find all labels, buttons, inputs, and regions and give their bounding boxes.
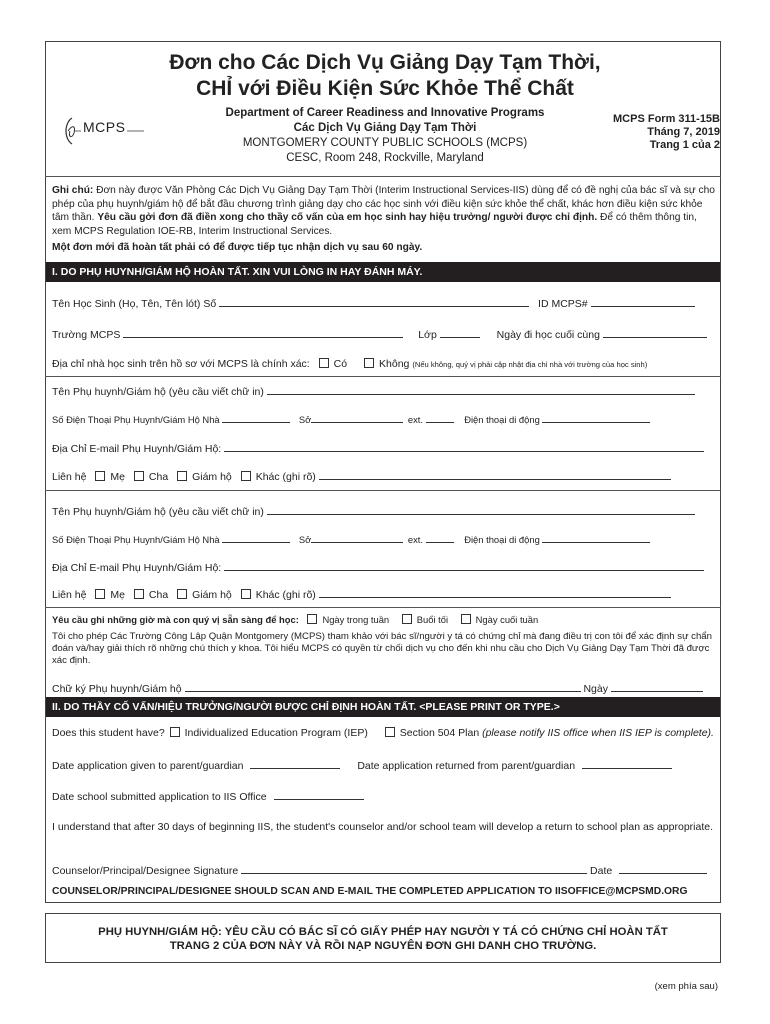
- divider: [45, 607, 721, 608]
- parent1-work-phone-field[interactable]: [311, 412, 403, 423]
- parent1-mother-checkbox[interactable]: [95, 471, 105, 481]
- parent1-email-label: Địa Chỉ E-mail Phụ Huynh/Giám Hộ:: [52, 443, 222, 455]
- parent1-other-field[interactable]: [319, 469, 671, 480]
- mcps-logo: [62, 115, 146, 147]
- mother-label: Mẹ: [110, 471, 125, 483]
- evening-checkbox[interactable]: [402, 614, 412, 624]
- date-submitted-label: Date school submitted application to IIS Office: [52, 791, 267, 803]
- counselor-date-field[interactable]: [619, 863, 707, 874]
- date-given-field[interactable]: [250, 758, 340, 769]
- student-name-row: [52, 296, 716, 310]
- dept-address: CESC, Room 248, Rockville, Maryland: [286, 152, 484, 164]
- parent1-phone-row: [52, 412, 716, 425]
- parent-signature-field[interactable]: [185, 681, 581, 692]
- parent1-guardian-checkbox[interactable]: [177, 471, 187, 481]
- parent1-name-row: [52, 384, 716, 398]
- school-field[interactable]: [123, 327, 403, 338]
- parent-date-field[interactable]: [611, 681, 703, 692]
- parent-signature-label: Chữ ký Phụ huynh/Giám hộ: [52, 683, 182, 695]
- other-label: Khác (ghi rõ): [255, 589, 316, 601]
- weekend-label: Ngày cuối tuần: [475, 614, 539, 625]
- parent1-home-phone-field[interactable]: [222, 412, 290, 423]
- divider: [45, 376, 721, 377]
- mother-label: Mẹ: [110, 589, 125, 601]
- yes-label: Có: [333, 358, 348, 370]
- consent-text: Tôi cho phép Các Trường Công Lập Quận Montgomery (MCPS) tham khảo với bác sĩ/người y tá có chứng chỉ mà đang điều trị con tôi để xác định sự chẩn đoán và/hay giải thích rõ những chú thích y khoa. Tôi hiểu MCPS có quyền từ chối dịch vụ cho đến khi nhu cầu cho Dịch Vụ Giảng Dạy Tạm Thời đã được xác định.: [52, 631, 712, 666]
- form-number: MCPS Form 311-15B: [613, 113, 720, 125]
- grade-label: Lớp: [418, 329, 437, 341]
- parent1-email-field[interactable]: [224, 441, 704, 452]
- counselor-signature-row: [52, 863, 716, 877]
- note-text2: Để có thêm thông tin, xem MCPS Regulation IOE-RB, Interim Instructional Services.: [52, 212, 697, 237]
- parent1-ext-field[interactable]: [426, 412, 454, 423]
- renewal-note: Một đơn mới đã hoàn tất phải có để được tiếp tục nhận dịch vụ sau 60 ngày.: [52, 242, 423, 253]
- parent2-name-label: Tên Phụ huynh/Giám hộ (yêu cầu viết chữ in): [52, 506, 264, 518]
- plan504-note: (please notify IIS office when IIS IEP is complete).: [482, 727, 714, 739]
- parent1-father-checkbox[interactable]: [134, 471, 144, 481]
- logo-text: MCPS: [83, 119, 126, 135]
- id-label: ID MCPS#: [538, 298, 588, 310]
- date-given-label: Date application given to parent/guardian: [52, 760, 244, 772]
- parent2-email-field[interactable]: [224, 560, 704, 571]
- parent2-name-field[interactable]: [267, 504, 695, 515]
- form-id-block: [590, 113, 720, 152]
- iep-checkbox[interactable]: [170, 727, 180, 737]
- parent2-other-field[interactable]: [319, 587, 671, 598]
- parent2-phone-row: [52, 532, 716, 545]
- date-given-row: [52, 758, 716, 772]
- parent1-mobile-field[interactable]: [542, 412, 650, 423]
- weekday-checkbox[interactable]: [307, 614, 317, 624]
- return-plan-text: I understand that after 30 days of beginning IIS, the student's counselor and/or school team will develop a return to school plan as appropriate.: [52, 821, 713, 833]
- parent1-relation-row: [52, 469, 716, 483]
- parent2-father-checkbox[interactable]: [134, 589, 144, 599]
- section1-header: I. DO PHỤ HUYNH/GIÁM HỘ HOÀN TẤT. XIN VUI LÒNG IN HAY ĐÁNH MÁY.: [46, 262, 720, 282]
- parent1-ext-label: ext.: [407, 414, 423, 425]
- department-block: [195, 106, 575, 166]
- parent2-other-checkbox[interactable]: [241, 589, 251, 599]
- last-day-label: Ngày đi học cuối cùng: [496, 329, 600, 341]
- plan504-checkbox[interactable]: [385, 727, 395, 737]
- form-title-line1: Đơn cho Các Dịch Vụ Giảng Dạy Tạm Thời,: [169, 51, 601, 74]
- id-field[interactable]: [591, 296, 695, 307]
- parent1-mobile-label: Điện thoại di động: [464, 414, 540, 425]
- grade-field[interactable]: [440, 327, 480, 338]
- plan-question: Does this student have?: [52, 727, 165, 739]
- father-label: Cha: [148, 589, 169, 601]
- plan504-label: Section 504 Plan: [399, 727, 480, 739]
- weekday-label: Ngày trong tuần: [322, 614, 390, 625]
- note-label: Ghi chú:: [52, 185, 94, 196]
- date-submitted-field[interactable]: [274, 789, 364, 800]
- guardian-label: Giám hộ: [192, 589, 232, 601]
- school-label: Trường MCPS: [52, 329, 121, 341]
- parent1-name-field[interactable]: [267, 384, 695, 395]
- counselor-signature-field[interactable]: [241, 863, 587, 874]
- parent2-email-label: Địa Chỉ E-mail Phụ Huynh/Giám Hộ:: [52, 562, 222, 574]
- bottom-instruction-line1: PHỤ HUYNH/GIÁM HỘ: YÊU CẦU CÓ BÁC SĨ CÓ GIẤY PHÉP HAY NGƯỜI Y TÁ CÓ CHỨNG CHỈ HOÀN TẤT: [98, 926, 668, 938]
- date-submitted-row: [52, 789, 716, 803]
- parent-signature-row: [52, 681, 716, 695]
- scan-email-note: COUNSELOR/PRINCIPAL/DESIGNEE SHOULD SCAN AND E-MAIL THE COMPLETED APPLICATION TO IISOFFICE@MCPSMD.ORG: [52, 886, 688, 897]
- address-question: Địa chỉ nhà học sinh trên hồ sơ với MCPS là chính xác:: [52, 358, 310, 370]
- availability-row: [52, 614, 716, 625]
- plan-row: [52, 727, 716, 739]
- parent2-name-row: [52, 504, 716, 518]
- weekend-checkbox[interactable]: [461, 614, 471, 624]
- father-label: Cha: [148, 471, 169, 483]
- form-title-line2: CHỈ với Điều Kiện Sức Khỏe Thể Chất: [196, 77, 574, 100]
- last-day-field[interactable]: [603, 327, 707, 338]
- dept-program: Các Dịch Vụ Giảng Dạy Tạm Thời: [293, 122, 477, 134]
- no-label: Không: [379, 358, 410, 370]
- parent1-name-label: Tên Phụ huynh/Giám hộ (yêu cầu viết chữ in): [52, 386, 264, 398]
- parent2-ext-field[interactable]: [426, 532, 454, 543]
- parent-date-label: Ngày: [583, 683, 608, 695]
- iep-label: Individualized Education Program (IEP): [184, 727, 368, 739]
- no-note: (Nếu không, quý vị phải cập nhật địa chỉ nhà với trường của học sinh): [412, 360, 648, 369]
- see-back-note: (xem phía sau): [654, 981, 718, 992]
- section2-header: II. DO THẦY CỐ VẤN/HIỆU TRƯỞNG/NGƯỜI ĐƯỢC CHỈ ĐỊNH HOÀN TẤT. <PLEASE PRINT OR TYPE.>: [46, 697, 720, 717]
- bottom-instruction-box: [45, 913, 721, 963]
- parent2-home-label: Số Điện Thoại Phụ Huynh/Giám Hộ Nhà: [52, 534, 220, 545]
- parent2-work-label: Sở: [298, 534, 312, 545]
- counselor-date-label: Date: [590, 865, 613, 877]
- parent1-home-label: Số Điện Thoại Phụ Huynh/Giám Hộ Nhà: [52, 414, 220, 425]
- note-text1: Đơn này được Văn Phòng Các Dịch Vụ Giảng Dạy Tạm Thời (Interim Instructional Services-IIS) dùng để có đề nghị của bác sĩ và sự cho phép của phụ huynh/giám hộ để bắt đầu chương trình giảng dạy cho các học sinh với điều kiện sức khỏe thể chất, khác hơn điều kiện sức khỏe tâm thần.: [52, 185, 715, 223]
- parent2-relation-row: [52, 587, 716, 601]
- parent2-relation-label: Liên hệ: [52, 589, 87, 601]
- counselor-signature-label: Counselor/Principal/Designee Signature: [52, 865, 239, 877]
- guardian-label: Giám hộ: [192, 471, 232, 483]
- bottom-instruction-line2: TRANG 2 CỦA ĐƠN NÀY VÀ RỒI NẠP NGUYÊN ĐƠN GHI DANH CHO TRƯỜNG.: [169, 940, 597, 952]
- evening-label: Buổi tối: [416, 614, 449, 625]
- availability-question: Yêu cầu ghi những giờ mà con quý vị sẵn sàng để học:: [52, 614, 299, 625]
- header-divider: [45, 176, 721, 177]
- page-number: Trang 1 của 2: [649, 139, 720, 151]
- form-date: Tháng 7, 2019: [647, 126, 720, 138]
- parent2-mother-checkbox[interactable]: [95, 589, 105, 599]
- date-returned-field[interactable]: [582, 758, 672, 769]
- parent1-other-checkbox[interactable]: [241, 471, 251, 481]
- parent2-email-row: [52, 560, 716, 574]
- note-bold: Yêu cầu gởi đơn đã điền xong cho thầy cố vấn của em học sinh hay hiệu trưởng/ người được chỉ định.: [97, 212, 598, 223]
- parent1-email-row: [52, 441, 716, 455]
- parent2-guardian-checkbox[interactable]: [177, 589, 187, 599]
- date-returned-label: Date application returned from parent/guardian: [357, 760, 576, 772]
- parent2-mobile-label: Điện thoại di động: [464, 534, 540, 545]
- parent1-relation-label: Liên hệ: [52, 471, 87, 483]
- student-name-label: Tên Học Sinh (Họ, Tên, Tên lót) Số: [52, 298, 217, 310]
- other-label: Khác (ghi rõ): [255, 471, 316, 483]
- parent2-ext-label: ext.: [407, 534, 423, 545]
- dept-name: Department of Career Readiness and Innovative Programs: [225, 107, 545, 119]
- address-row: [52, 358, 716, 370]
- divider: [45, 490, 721, 491]
- school-system: MONTGOMERY COUNTY PUBLIC SCHOOLS (MCPS): [242, 137, 528, 149]
- student-name-field[interactable]: [219, 296, 529, 307]
- parent1-work-label: Sở: [298, 414, 312, 425]
- address-no-checkbox[interactable]: [364, 358, 374, 368]
- parent2-work-phone-field[interactable]: [311, 532, 403, 543]
- parent2-mobile-field[interactable]: [542, 532, 650, 543]
- parent2-home-phone-field[interactable]: [222, 532, 290, 543]
- school-row: [52, 327, 716, 341]
- address-yes-checkbox[interactable]: [319, 358, 329, 368]
- note-block: [52, 184, 716, 255]
